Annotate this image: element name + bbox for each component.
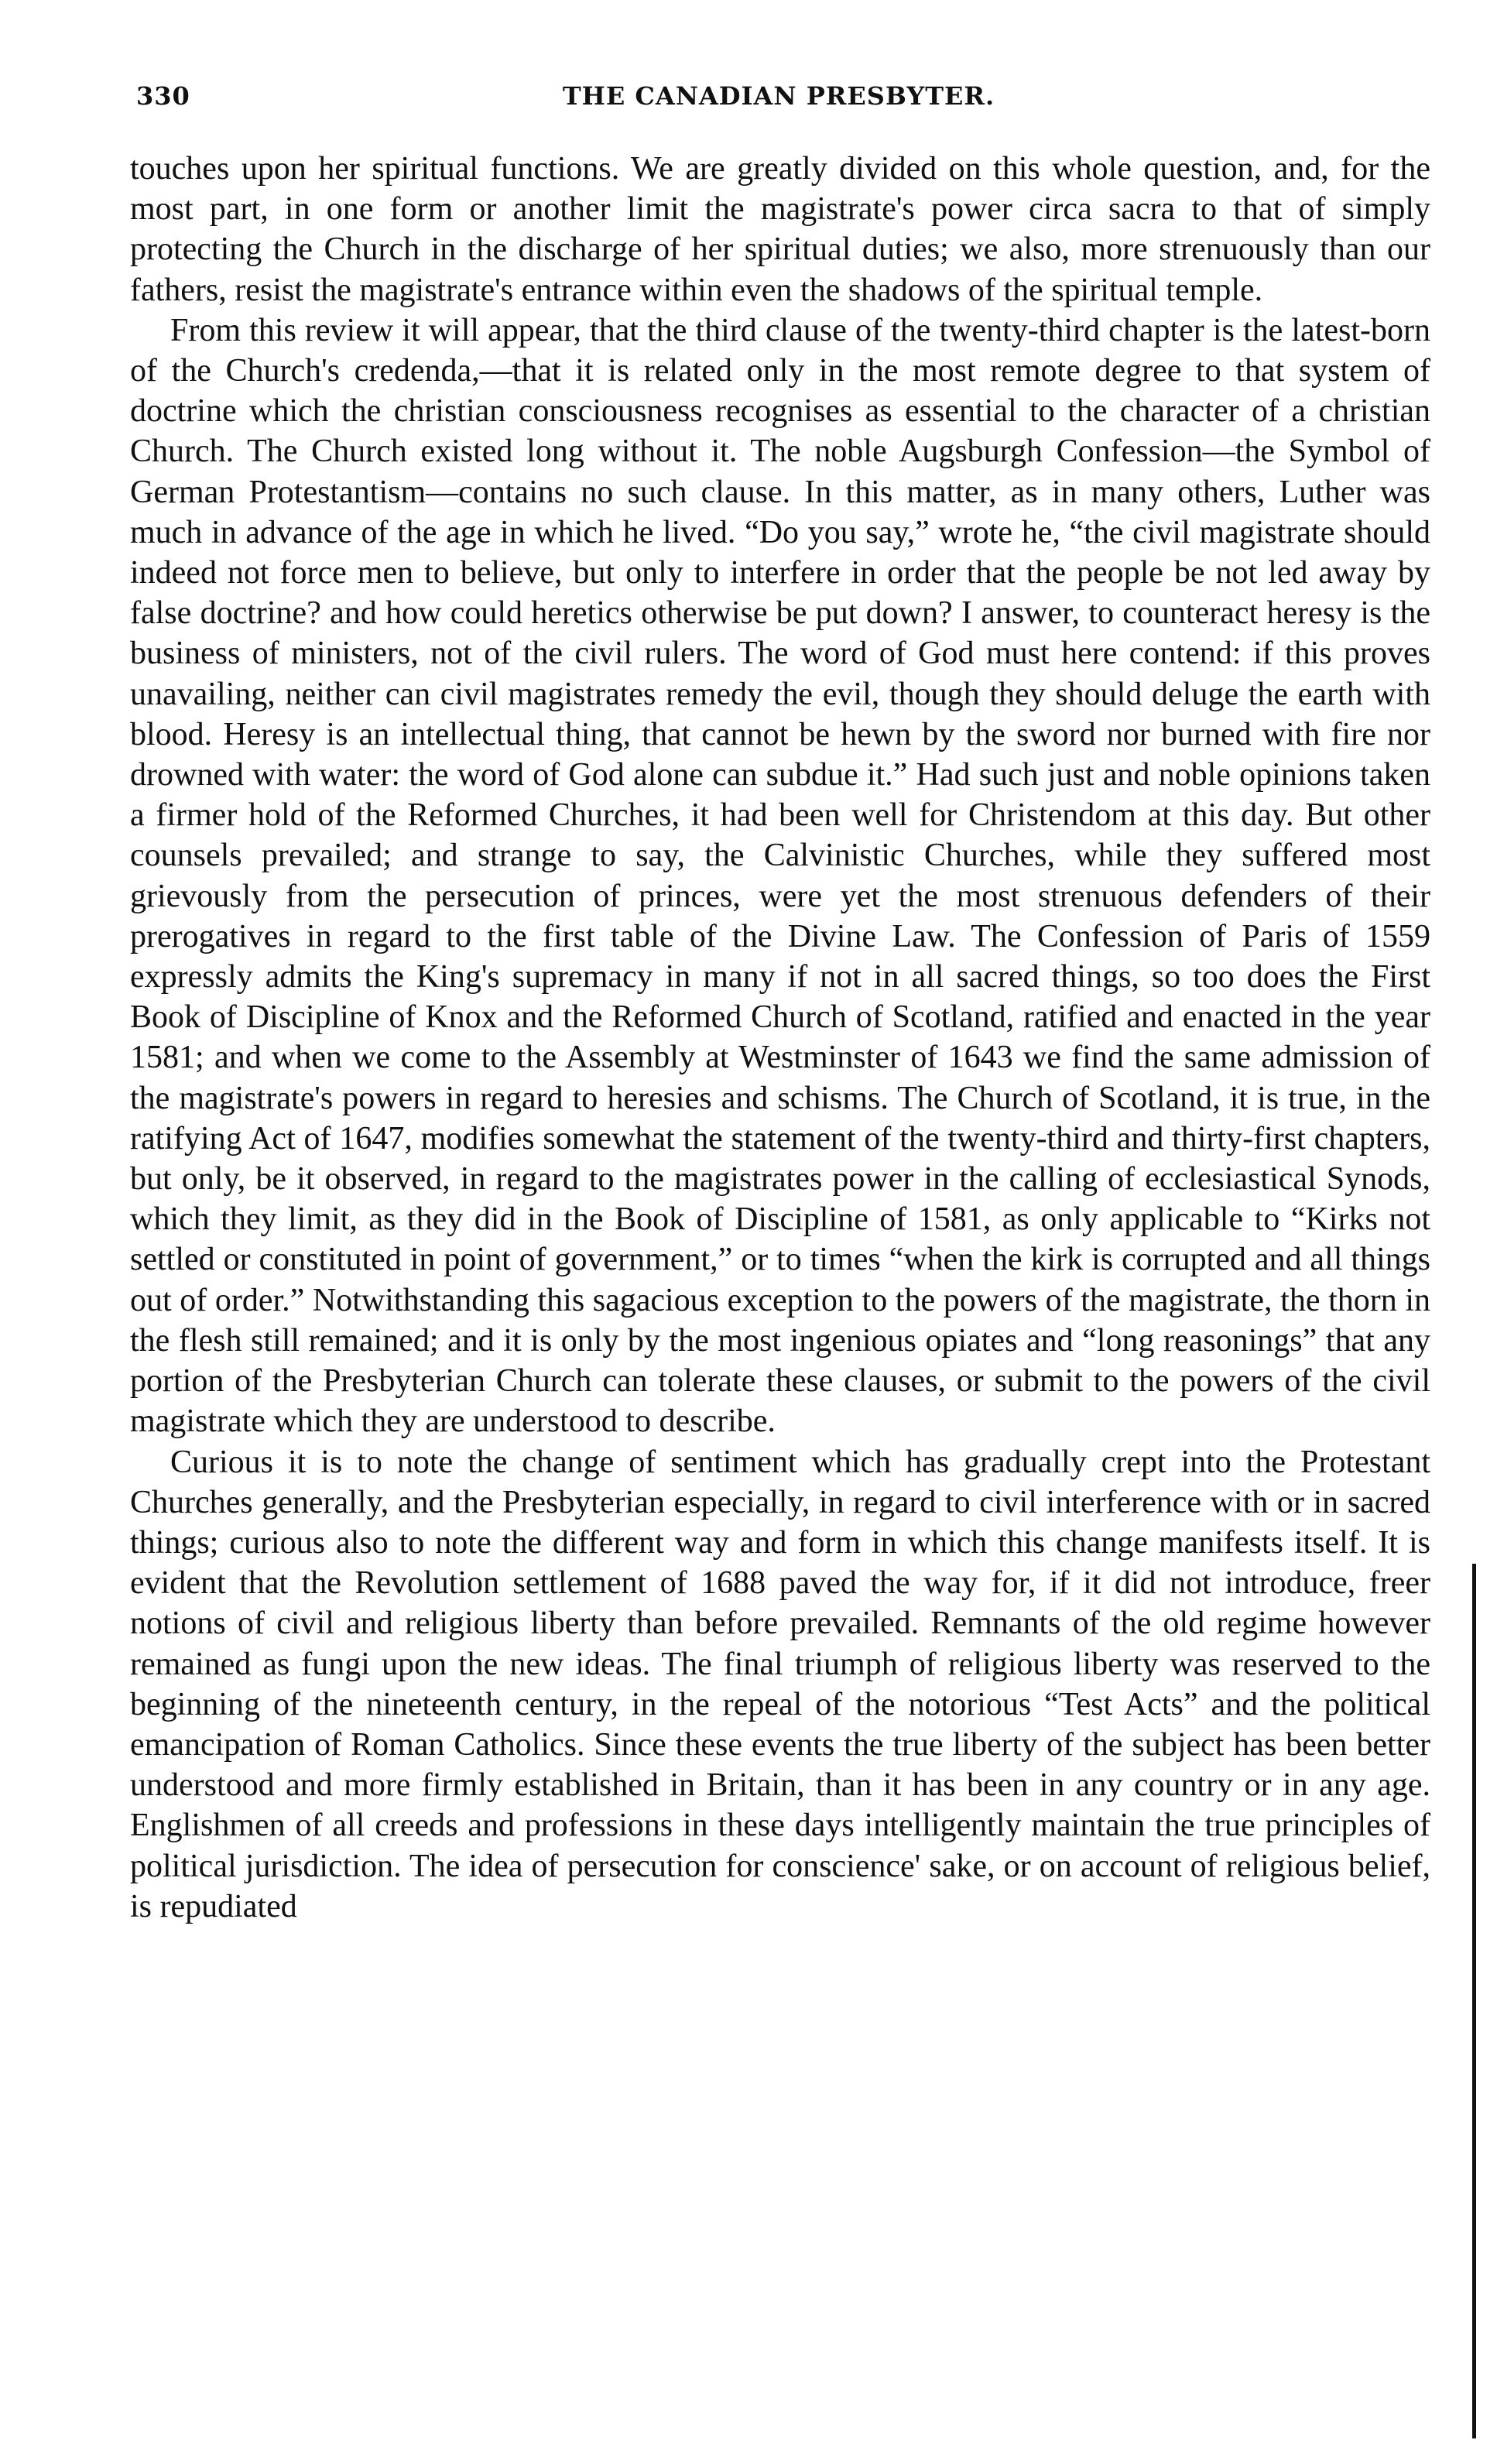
page-number: 330: [136, 81, 190, 111]
paragraph: touches upon her spiritual functions. We are greatly divided on this whole question, and, for the most part, in one form or another limit the magistrate's power circa sacra to that of simply protecting the Church in the discharge of her spiritual duties; we also, more strenuously than our fathers, resist the magistrate's entrance within even the shadows of the spiritual temple.: [130, 151, 1430, 308]
paragraph: From this review it will appear, that the third clause of the twenty-third chapter is the latest-born of the Church's credenda,—that it is related only in the most remote degree to that system of doctrine which the christian consciousness recognises as essential to the character of a christian Church. The Church existed long without it. The noble Augsburgh Confession—the Symbol of German Protestantism—contains no such clause. In this matter, as in many others, Luther was much in advance of the age in which he lived. “Do you say,” wrote he, “the civil magistrate should indeed not force men to believe, but only to interfere in order that the people be not led away by false doctrine? and how could heretics otherwise be put down? I answer, to counteract heresy is the business of ministers, not of the civil rulers. The word of God must here contend: if this proves unavailing, neither can civil magistrates remedy the evil, though they should deluge the earth with blood. Heresy is an intellectual thing, that cannot be hewn by the sword nor burned with fire nor drowned with water: the word of God alone can subdue it.” Had such just and noble opinions taken a firmer hold of the Reformed Churches, it had been well for Christendom at this day. But other counsels prevailed; and strange to say, the Calvinistic Churches, while they suffered most grievously from the persecution of princes, were yet the most strenuous defenders of their prerogatives in regard to the first table of the Divine Law. The Confession of Paris of 1559 expressly admits the King's supremacy in many if not in all sacred things, so too does the First Book of Discipline of Knox and the Reformed Church of Scotland, ratified and enacted in the year 1581; and when we come to the Assembly at Westminster of 1643 we find the same admission of the magistrate's powers in regard to heresies and schisms. The Church of Scotland, it is true, in the ratifying Act of 1647, modifies somewhat the statement of the twenty-third and thirty-first chapters, but only, be it observed, in regard to the magistrates power in the calling of ecclesiastical Synods, which they limit, as they did in the Book of Discipline of 1581, as only applicable to “Kirks not settled or constituted in point of government,” or to times “when the kirk is corrupted and all things out of order.” Notwithstanding this sagacious exception to the powers of the magistrate, the thorn in the flesh still remained; and it is only by the most ingenious opiates and “long reasonings” that any portion of the Presbyterian Church can tolerate these clauses, or submit to the powers of the civil magistrate which they are understood to describe.: [130, 312, 1430, 1440]
journal-title: THE CANADIAN PRESBYTER.: [562, 81, 995, 111]
paragraph: Curious it is to note the change of sentiment which has gradually crept into the Protestant Churches generally, and the Presbyterian especially, in regard to civil interference with or in sacred things; curious also to note the different way and form in which this change manifests itself. It is evident that the Revolution settlement of 1688 paved the way for, if it did not introduce, freer notions of civil and religious liberty than before prevailed. Remnants of the old regime however remained as fungi upon the new ideas. The final triumph of religious liberty was reserved to the beginning of the nineteenth century, in the repeal of the notorious “Test Acts” and the political emancipation of Roman Catholics. Since these events the true liberty of the subject has been better understood and more firmly established in Britain, than it has been in any country or in any age. Englishmen of all creeds and professions in these days intelligently maintain the true principles of political jurisdiction. The idea of persecution for conscience' sake, or on account of religious belief, is repudiated: [130, 1444, 1430, 1924]
running-head: [136, 81, 1421, 128]
margin-rule: [1472, 1564, 1476, 2438]
text-column: [130, 149, 1430, 1927]
